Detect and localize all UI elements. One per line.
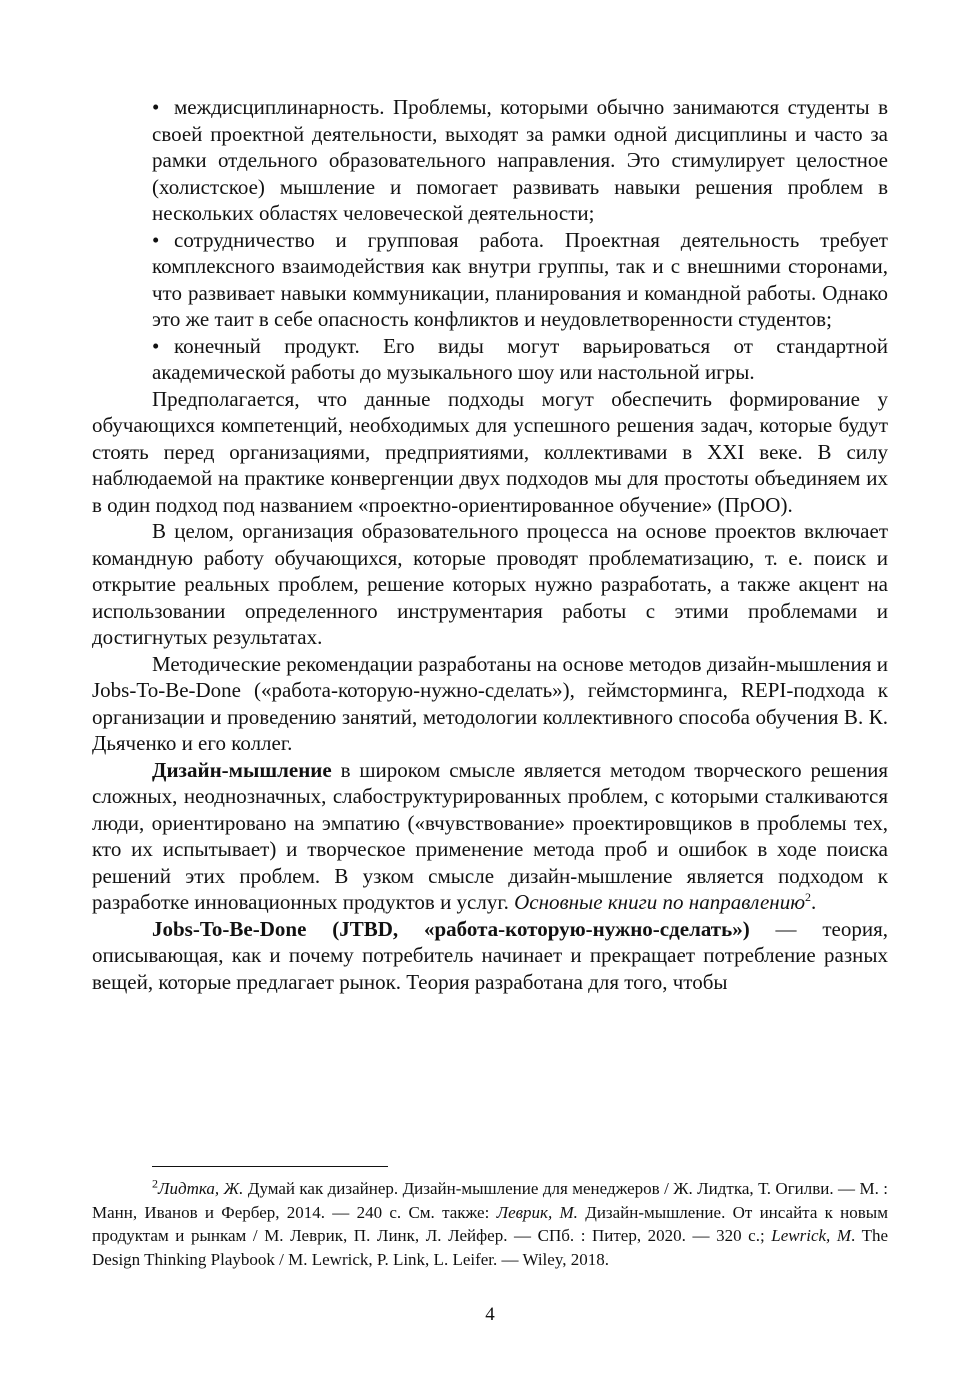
paragraph-text: — теория, описывающая, как и почему потребитель начинает и прекращает потребление разных вещей, которые предлагает рынок. Теория разработана для того, чтобы (92, 916, 888, 994)
bullet-symbol: • (152, 333, 160, 358)
bullet-symbol: • (152, 227, 160, 252)
bullet-text: междисциплинарность. Проблемы, которыми обычно занимаются студенты в своей проектной деятельности, выходят за рамки одной дисциплины и часто за рамки отдельного образовательного направления. Это стимулирует целостное (холистское) мышление и помогает развивать навыки решения проблем в нескольких областях человеческой деятельности; (152, 95, 888, 225)
footnote-author: Лидтка, Ж. (158, 1179, 244, 1198)
paragraph: Предполагается, что данные подходы могут обеспечить формирование у обучающихся компетенций, необходимых для успешного решения задач, которые будут стоять перед организациями, предприятиями, коллективами в XXI веке. В силу наблюдаемой на практике конвергенции двух подходов мы для простоты объединяем их в один подход под названием «проектно-ориентированное обучение» (ПрОО). (92, 386, 888, 517)
footnote-mark: 2 (152, 1176, 158, 1191)
footnote-body: . The Design Thinking Playbook / M. Lewrick, P. Link, L. Leifer. — Wiley, 2018. (92, 1226, 888, 1269)
footnote-author: Lewrick, M (771, 1226, 852, 1245)
main-text (92, 94, 888, 995)
footnote-text (92, 1177, 888, 1271)
paragraph: В целом, организация образовательного процесса на основе проектов включает командную работу обучающихся, которые проводят проблематизацию, т. е. поиск и открытие реальных проблем, решение которых нужно разработать, а также акцент на использовании определенного инструментария работы с этими проблемами и достигнутых результатах. (92, 519, 888, 649)
footnote-author: Леврик, М. (496, 1202, 578, 1222)
term-jtbd: Jobs-To-Be-Done (JTBD, «работа-которую-нужно-сделать») (152, 916, 750, 941)
bullet-symbol: • (152, 95, 160, 119)
paragraph-text: в широком смысле является методом творческого решения сложных, неоднозначных, слабоструктурированных проблем, с которыми сталкиваются люди, ориентировано на эмпатию («вчувствование» проектировщиков в проблемы тех, кто их испытывает) и творческое применение метода проб и ошибок в ходе поиска решений этих проблем. В узком смысле дизайн-мышление является подходом к разработке инновационных продуктов и услуг. (92, 757, 888, 914)
paragraph-design-thinking (92, 757, 888, 916)
footnote-separator (152, 1166, 388, 1167)
bullet-item (92, 333, 888, 386)
footnote-body: Думай как дизайнер. Дизайн-мышление для менеджеров / Ж. Лидтка, Т. Огилви. — М. : Манн, Иванов и Фербер, 2014. — 240 с. См. также: (92, 1179, 888, 1222)
footnote-body: Дизайн-мышление. От инсайта к новым продуктам и рынкам / М. Леврик, П. Линк, Л. Лейфер. — СПб. : Питер, 2020. — 320 с.; (92, 1202, 888, 1245)
page-number: 4 (485, 1304, 495, 1325)
bullet-item (92, 94, 888, 227)
paragraph: Методические рекомендации разработаны на основе методов дизайн-мышления и Jobs-To-Be-Done («работа-которую-нужно-сделать»), геймсторминга, REPI-подхода к организации и проведению занятий, методологии коллективного способа обучения В. К. Дьяченко и его коллег. (92, 651, 888, 755)
footnote (92, 1177, 888, 1271)
term-design-thinking: Дизайн-мышление (152, 757, 332, 782)
footnote-reference[interactable]: 2 (805, 890, 812, 904)
bullet-item (92, 227, 888, 333)
bullet-text: конечный продукт. Его виды могут варьироваться от стандартной академической работы до музыкального шоу или настольной игры. (152, 333, 888, 384)
paragraph-end: . (811, 890, 817, 914)
bullet-text: сотрудничество и групповая работа. Проектная деятельность требует комплексного взаимодействия как внутри группы, так и с внешними сторонами, что развивает навыки коммуникации, планирования и командной работы. Однако это же таит в себе опасность конфликтов и неудовлетворенности студентов; (152, 227, 888, 331)
italic-text: Основные книги по направлению (514, 890, 806, 914)
paragraph-jtbd (92, 916, 888, 996)
